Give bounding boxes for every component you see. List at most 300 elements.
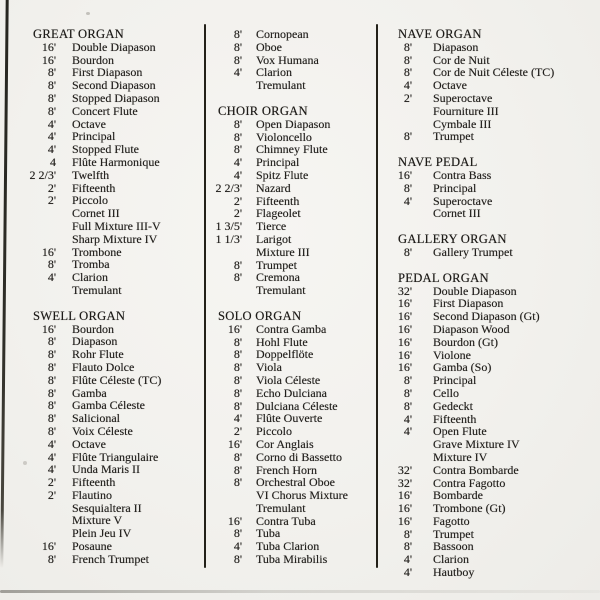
stop-name: Fifteenth xyxy=(433,411,477,426)
stop-row xyxy=(384,130,564,143)
stop-name: Chimney Flute xyxy=(256,142,328,157)
stop-pitch-value: 8' xyxy=(47,423,56,438)
stop-name: Tierce xyxy=(256,219,287,234)
stop-pitch-value: 32' xyxy=(397,283,412,298)
stop-pitch xyxy=(384,374,412,387)
stop-pitch xyxy=(384,425,412,438)
stop-pitch-value: 16' xyxy=(397,488,412,503)
stop-pitch-value: 8' xyxy=(233,526,242,541)
stop-pitch xyxy=(214,425,242,438)
stop-name: Corno di Bassetto xyxy=(256,449,342,464)
stop-row xyxy=(214,489,374,502)
stop-pitch xyxy=(28,284,56,297)
stop-name: French Horn xyxy=(256,462,317,477)
stop-pitch xyxy=(214,489,242,502)
stop-pitch xyxy=(214,66,242,79)
stop-row xyxy=(214,182,374,195)
stop-pitch xyxy=(28,489,56,502)
stop-pitch-value: 8' xyxy=(233,347,242,362)
stop-pitch-value: 8' xyxy=(403,180,412,195)
stop-pitch-value: 2 2/3' xyxy=(215,180,242,195)
stop-row xyxy=(214,425,374,438)
stop-pitch-value: 16' xyxy=(41,539,56,554)
stop-row xyxy=(214,553,374,566)
stop-row xyxy=(28,284,198,297)
stop-name: Violone xyxy=(433,347,471,362)
stop-name: Flûte Harmonique xyxy=(72,154,160,169)
stop-pitch-value: 8' xyxy=(233,129,242,144)
stop-name: Sesquialtera II xyxy=(72,500,142,515)
stop-pitch-value: 2' xyxy=(47,180,56,195)
stop-name: Voix Céleste xyxy=(72,423,133,438)
stop-pitch-value: 8' xyxy=(47,334,56,349)
stop-row xyxy=(384,336,564,349)
stop-pitch-value: 8' xyxy=(47,398,56,413)
stop-pitch-value: 16' xyxy=(397,167,412,182)
stop-pitch xyxy=(214,182,242,195)
stop-pitch-value: 8' xyxy=(47,411,56,426)
stop-pitch xyxy=(384,130,412,143)
stop-row xyxy=(28,553,198,566)
stop-pitch-value: 8' xyxy=(47,372,56,387)
stop-pitch-value: 16' xyxy=(397,347,412,362)
stop-pitch xyxy=(214,438,242,451)
stoplist-column xyxy=(384,28,564,579)
stop-name: Orchestral Oboe xyxy=(256,475,335,490)
stop-pitch-value: 16' xyxy=(227,513,242,528)
stop-name: Twelfth xyxy=(72,167,110,182)
stop-name: Vox Humana xyxy=(256,52,319,67)
section-title: CHOIR ORGAN xyxy=(218,103,308,118)
stop-pitch xyxy=(384,400,412,413)
stop-row xyxy=(28,220,198,233)
stop-pitch-value: 16' xyxy=(397,360,412,375)
stop-row xyxy=(28,412,198,425)
stop-pitch-value: 4' xyxy=(233,65,242,80)
stop-pitch xyxy=(384,92,412,105)
stop-name: Tromba xyxy=(72,257,110,272)
stop-pitch-value: 8' xyxy=(233,385,242,400)
stop-pitch-value: 8' xyxy=(47,78,56,93)
stop-pitch xyxy=(384,464,412,477)
organ-section xyxy=(28,28,198,297)
stop-name: Salicional xyxy=(72,411,120,426)
stop-pitch xyxy=(384,195,412,208)
stop-name: Cor de Nuit Céleste (TC) xyxy=(433,65,555,80)
stop-pitch xyxy=(214,41,242,54)
stop-pitch xyxy=(384,451,412,464)
organ-section xyxy=(384,272,564,579)
stop-pitch-value: 2' xyxy=(233,193,242,208)
stop-name: Contra Fagotto xyxy=(433,475,506,490)
stop-name: Trumpet xyxy=(433,129,474,144)
stop-name: Bourdon xyxy=(72,52,114,67)
stop-pitch xyxy=(28,476,56,489)
stop-name: Viola Céleste xyxy=(256,372,321,387)
stop-name: Contra Tuba xyxy=(256,513,316,528)
stop-pitch-value: 8' xyxy=(233,552,242,567)
stop-name: Fourniture III xyxy=(433,103,499,118)
stop-row xyxy=(214,28,374,41)
section-title: GREAT ORGAN xyxy=(33,27,125,41)
stop-name: Open Diapason xyxy=(256,116,331,131)
stop-row xyxy=(384,566,564,579)
stop-name: Trombone xyxy=(72,244,122,259)
stop-row xyxy=(28,41,198,54)
stop-pitch xyxy=(28,220,56,233)
stop-name: Hautboy xyxy=(433,565,475,580)
stop-row xyxy=(214,451,374,464)
stop-name: Cremona xyxy=(256,270,300,285)
stop-name: Tremulant xyxy=(256,500,306,515)
organ-section xyxy=(214,105,374,297)
stop-pitch-value: 8' xyxy=(233,116,242,131)
stop-row xyxy=(384,207,564,220)
stop-name: Cornopean xyxy=(256,27,309,41)
stop-pitch-value: 8' xyxy=(233,27,242,41)
stop-pitch-value: 2' xyxy=(47,487,56,502)
stop-row xyxy=(384,438,564,451)
stop-row xyxy=(28,92,198,105)
section-title: GALLERY ORGAN xyxy=(398,232,507,247)
stop-pitch xyxy=(384,246,412,259)
stop-pitch xyxy=(214,28,242,41)
stop-name: Diapason xyxy=(72,334,118,349)
stop-name: Oboe xyxy=(256,39,282,54)
stop-pitch-value: 8' xyxy=(47,359,56,374)
stop-name: Principal xyxy=(256,155,300,170)
stop-name: Flautino xyxy=(72,487,113,502)
stop-pitch xyxy=(28,41,56,54)
stop-name: Gamba (So) xyxy=(433,360,492,375)
organ-section xyxy=(384,28,564,143)
stop-name: Violoncello xyxy=(256,129,312,144)
stop-name: Mixture V xyxy=(72,513,123,528)
stop-pitch xyxy=(384,105,412,118)
stoplist-column xyxy=(214,28,374,566)
stop-name: Cymbale III xyxy=(433,116,492,131)
stop-name: Cornet III xyxy=(72,206,120,221)
stop-pitch-value: 4' xyxy=(47,270,56,285)
stop-name: Diapason Wood xyxy=(433,321,510,336)
stop-name: Plein Jeu IV xyxy=(72,526,132,541)
stop-name: Bassoon xyxy=(433,539,474,554)
stop-pitch xyxy=(28,540,56,553)
stop-pitch-value: 8' xyxy=(403,65,412,80)
stop-name: Octave xyxy=(72,436,106,451)
stop-row xyxy=(214,323,374,336)
stop-name: Octave xyxy=(433,78,467,93)
stop-pitch-value: 2' xyxy=(47,475,56,490)
stop-name: Clarion xyxy=(72,270,108,285)
stop-name: Mixture IV xyxy=(433,449,488,464)
section-title: SOLO ORGAN xyxy=(218,308,302,323)
stop-row xyxy=(214,79,374,92)
scan-speck xyxy=(86,12,90,15)
stop-pitch-value: 8' xyxy=(233,39,242,54)
stop-name: Octave xyxy=(72,116,106,131)
stop-pitch xyxy=(214,387,242,400)
stop-pitch-value: 2' xyxy=(47,193,56,208)
stop-row xyxy=(28,374,198,387)
section-title: NAVE PEDAL xyxy=(398,155,478,170)
stop-pitch xyxy=(28,92,56,105)
stop-pitch-value: 8' xyxy=(403,373,412,388)
stop-pitch-value: 8' xyxy=(47,347,56,362)
stop-row xyxy=(214,502,374,515)
stop-pitch xyxy=(214,553,242,566)
stop-name: Tremulant xyxy=(256,283,306,298)
stop-name: Tuba Clarion xyxy=(256,539,320,554)
stop-name: Rohr Flute xyxy=(72,347,124,362)
stop-name: Tuba xyxy=(256,526,281,541)
stop-pitch-value: 4' xyxy=(403,565,412,580)
stop-row xyxy=(384,105,564,118)
organ-section xyxy=(384,156,564,220)
stop-row xyxy=(214,438,374,451)
stop-row xyxy=(214,284,374,297)
stop-name: Doppelflöte xyxy=(256,347,314,362)
stop-pitch-value: 4 xyxy=(50,154,56,169)
stop-pitch xyxy=(384,41,412,54)
stop-row xyxy=(384,169,564,182)
stop-pitch xyxy=(214,361,242,374)
stop-row xyxy=(214,169,374,182)
stop-pitch-value: 16' xyxy=(41,244,56,259)
stop-name: Bourdon (Gt) xyxy=(433,334,498,349)
stop-row xyxy=(214,233,374,246)
stop-name: Fagotto xyxy=(433,513,470,528)
stop-row xyxy=(384,246,564,259)
stop-pitch-value: 4' xyxy=(233,539,242,554)
stop-row xyxy=(384,502,564,515)
stop-name: Spitz Flute xyxy=(256,167,309,182)
stop-row xyxy=(384,323,564,336)
stop-pitch xyxy=(28,271,56,284)
stop-pitch-value: 4' xyxy=(47,116,56,131)
stop-name: Flûte Céleste (TC) xyxy=(72,372,162,387)
organ-section xyxy=(28,310,198,566)
organ-section xyxy=(384,233,564,259)
stop-pitch-value: 8' xyxy=(403,526,412,541)
stop-pitch-value: 4' xyxy=(47,449,56,464)
stop-row xyxy=(28,489,198,502)
stop-pitch-value: 4' xyxy=(403,193,412,208)
stop-pitch-value: 2 2/3' xyxy=(29,167,56,182)
column-divider-rule xyxy=(204,24,206,568)
stop-name: Principal xyxy=(72,129,116,144)
stop-row xyxy=(214,374,374,387)
stop-pitch-value: 32' xyxy=(397,475,412,490)
stop-name: Diapason xyxy=(433,39,479,54)
stop-pitch xyxy=(28,412,56,425)
stop-name: Unda Maris II xyxy=(72,462,140,477)
stop-pitch-value: 16' xyxy=(227,436,242,451)
stop-name: Clarion xyxy=(433,552,469,567)
stop-pitch-value: 4' xyxy=(47,436,56,451)
stop-pitch-value: 1 1/3' xyxy=(215,231,242,246)
organ-section xyxy=(214,28,374,92)
stop-name: Stopped Diapason xyxy=(72,90,160,105)
stop-pitch-value: 16' xyxy=(41,39,56,54)
stop-row xyxy=(384,41,564,54)
stop-row xyxy=(384,400,564,413)
stop-pitch-value: 16' xyxy=(397,309,412,324)
stop-name: Nazard xyxy=(256,180,291,195)
stop-name: Stopped Flute xyxy=(72,142,140,157)
stop-name: Hohl Flute xyxy=(256,334,308,349)
stop-name: Grave Mixture IV xyxy=(433,437,520,452)
stop-pitch-value: 4' xyxy=(47,142,56,157)
stop-pitch xyxy=(28,233,56,246)
stop-name: Second Diapason (Gt) xyxy=(433,309,540,324)
stop-name: Bombarde xyxy=(433,488,483,503)
stop-row xyxy=(28,425,198,438)
stop-pitch-value: 8' xyxy=(47,65,56,80)
stop-pitch-value: 4' xyxy=(233,155,242,170)
stop-name: Double Diapason xyxy=(433,283,517,298)
stop-pitch-value: 16' xyxy=(227,321,242,336)
stop-name: Trumpet xyxy=(433,526,474,541)
section-title: NAVE ORGAN xyxy=(398,27,482,41)
stop-name: Echo Dulciana xyxy=(256,385,327,400)
scan-speck xyxy=(23,461,27,465)
stop-pitch xyxy=(28,553,56,566)
stop-row xyxy=(384,387,564,400)
stop-pitch-value: 8' xyxy=(47,551,56,566)
stop-pitch xyxy=(384,336,412,349)
stop-name: Cor de Nuit xyxy=(433,52,490,67)
stop-pitch xyxy=(28,348,56,361)
stop-pitch xyxy=(28,502,56,515)
stop-pitch-value: 8' xyxy=(403,39,412,54)
stop-pitch xyxy=(384,515,412,528)
stop-pitch-value: 8' xyxy=(233,360,242,375)
stop-name: Larigot xyxy=(256,231,292,246)
stop-pitch-value: 4' xyxy=(403,424,412,439)
stop-pitch-value: 8' xyxy=(233,475,242,490)
stop-pitch xyxy=(214,169,242,182)
stop-pitch-value: 16' xyxy=(41,52,56,67)
stop-row xyxy=(384,451,564,464)
stop-row xyxy=(28,105,198,118)
stop-name: Superoctave xyxy=(433,90,493,105)
stop-name: Tremulant xyxy=(72,282,122,297)
stop-pitch xyxy=(384,323,412,336)
stop-name: Fifteenth xyxy=(72,180,116,195)
stop-pitch xyxy=(214,118,242,131)
stop-pitch xyxy=(28,169,56,182)
stop-pitch xyxy=(384,169,412,182)
stop-name: Sharp Mixture IV xyxy=(72,231,158,246)
stop-pitch-value: 8' xyxy=(233,334,242,349)
stop-pitch-value: 8' xyxy=(47,103,56,118)
stop-name: Open Flute xyxy=(433,424,487,439)
stop-name: Piccolo xyxy=(72,193,108,208)
stop-row xyxy=(214,387,374,400)
stop-name: Dulciana Céleste xyxy=(256,398,338,413)
stop-pitch-value: 8' xyxy=(233,270,242,285)
stop-pitch xyxy=(384,566,412,579)
stop-pitch-value: 4' xyxy=(403,78,412,93)
stop-pitch-value: 4' xyxy=(233,411,242,426)
stop-name: Fifteenth xyxy=(72,475,116,490)
stop-row xyxy=(384,92,564,105)
stop-pitch xyxy=(28,156,56,169)
stop-name: Cello xyxy=(433,385,459,400)
stop-row xyxy=(28,169,198,182)
stop-pitch-value: 8' xyxy=(403,244,412,259)
section-title: PEDAL ORGAN xyxy=(398,270,489,285)
stop-name: Piccolo xyxy=(256,424,292,439)
stop-row xyxy=(28,233,198,246)
scan-edge-bottom-artifact xyxy=(0,590,600,593)
stop-pitch xyxy=(214,79,242,92)
stop-pitch-value: 2' xyxy=(233,206,242,221)
stop-pitch xyxy=(28,425,56,438)
stop-name: Cor Anglais xyxy=(256,436,314,451)
stop-pitch-value: 8' xyxy=(233,398,242,413)
stop-pitch xyxy=(214,284,242,297)
stop-name: Gedeckt xyxy=(433,398,473,413)
stop-pitch-value: 4' xyxy=(403,411,412,426)
stop-name: French Trumpet xyxy=(72,551,150,566)
stop-pitch-value: 8' xyxy=(47,257,56,272)
stop-row xyxy=(28,156,198,169)
stop-pitch-value: 16' xyxy=(397,334,412,349)
stop-pitch-value: 2' xyxy=(403,90,412,105)
stop-row xyxy=(384,374,564,387)
stop-pitch-value: 8' xyxy=(233,257,242,272)
stop-name: First Diapason xyxy=(433,296,504,311)
stop-pitch xyxy=(28,374,56,387)
stop-name: Tremulant xyxy=(256,78,306,93)
stop-pitch-value: 2' xyxy=(233,424,242,439)
stop-name: VI Chorus Mixture xyxy=(256,488,348,503)
stop-pitch-value: 8' xyxy=(233,372,242,387)
stop-row xyxy=(28,438,198,451)
stop-name: Second Diapason xyxy=(72,78,156,93)
stoplist-column xyxy=(28,28,198,566)
stop-row xyxy=(214,246,374,259)
organ-section xyxy=(214,310,374,566)
stop-pitch xyxy=(28,438,56,451)
stop-row xyxy=(384,464,564,477)
stop-name: Full Mixture III-V xyxy=(72,218,161,233)
stop-name: Gamba xyxy=(72,385,107,400)
stop-name: Fifteenth xyxy=(256,193,300,208)
stop-row xyxy=(28,348,198,361)
stop-name: Mixture III xyxy=(256,244,310,259)
stop-pitch-value: 8' xyxy=(403,129,412,144)
stop-pitch-value: 16' xyxy=(41,321,56,336)
stop-pitch xyxy=(384,502,412,515)
stop-name: Trumpet xyxy=(256,257,297,272)
stop-pitch-value: 8' xyxy=(403,539,412,554)
stop-row xyxy=(28,540,198,553)
stop-pitch-value: 16' xyxy=(397,501,412,516)
stop-pitch xyxy=(214,451,242,464)
stop-pitch-value: 8' xyxy=(233,52,242,67)
stop-pitch-value: 8' xyxy=(47,90,56,105)
stop-name: Flageolet xyxy=(256,206,301,221)
stop-name: Principal xyxy=(433,373,477,388)
stop-name: First Diapason xyxy=(72,65,143,80)
stop-pitch xyxy=(28,105,56,118)
stop-name: Concert Flute xyxy=(72,103,138,118)
stop-row xyxy=(384,182,564,195)
stop-pitch xyxy=(214,374,242,387)
